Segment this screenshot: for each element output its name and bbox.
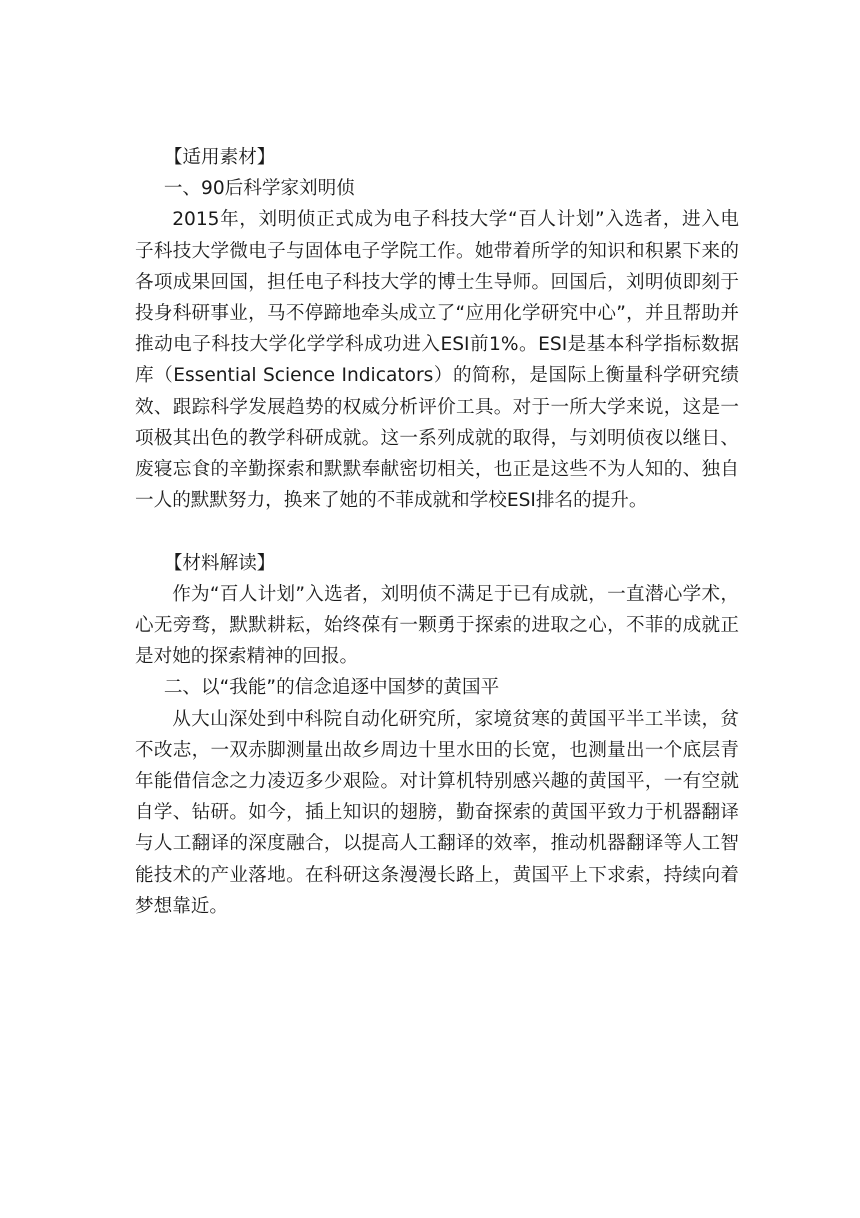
section-heading-interpretation: 【材料解读】 — [163, 552, 276, 574]
item-2-body: 从大山深处到中科院自动化研究所，家境贫寒的黄国平半工半读，贫不改志，一双赤脚测量出故乡周边十里水田的长宽，也测量出一个底层青年能借信念之力凌迈多少艰险。对计算机特别感兴趣的黄国平，一有空就自学、钻研。如今，插上知识的翅膀，勤奋探索的黄国平致力于机器翻译与人工翻译的深度融合，以提高人工翻译的效率，推动机器翻译等人工智能技术的产业落地。在科研这条漫漫长路上，黄国平上下求索，持续向着梦想靠近。 — [135, 708, 739, 917]
item-1-title: 一、90后科学家刘明侦 — [163, 178, 355, 200]
item-1-body: 2015年，刘明侦正式成为电子科技大学“百人计划”入选者，进入电子科技大学微电子与固体电子学院工作。她带着所学的知识和积累下来的各项成果回国，担任电子科技大学的博士生导师。回国后，刘明侦即刻于投身科研事业，马不停蹄地牵头成立了“应用化学研究中心”，并且帮助并推动电子科技大学化学学科成功进入ESI前1%。ESI是基本科学指标数据库（Essential Science Indicators）的简称，是国际上衡量科学研究绩效、跟踪科学发展趋势的权威分析评价工具。对于一所大学来说，这是一项极其出色的教学科研成就。这一系列成就的取得，与刘明侦夜以继日、废寝忘食的辛勤探索和默默奉献密切相关，也正是这些不为人知的、独自一人的默默努力，换来了她的不菲成就和学校ESI排名的提升。 — [135, 209, 739, 512]
paragraph-gap — [135, 516, 739, 547]
document-content — [135, 142, 739, 922]
item-2-title: 二、以“我能”的信念追逐中国梦的黄国平 — [163, 677, 500, 699]
interpretation-body: 作为“百人计划”入选者，刘明侦不满足于已有成就，一直潜心学术，心无旁骛，默默耕耘，始终葆有一颗勇于探索的进取之心，不菲的成就正是对她的探索精神的回报。 — [135, 583, 739, 668]
section-heading-material: 【适用素材】 — [163, 147, 276, 168]
